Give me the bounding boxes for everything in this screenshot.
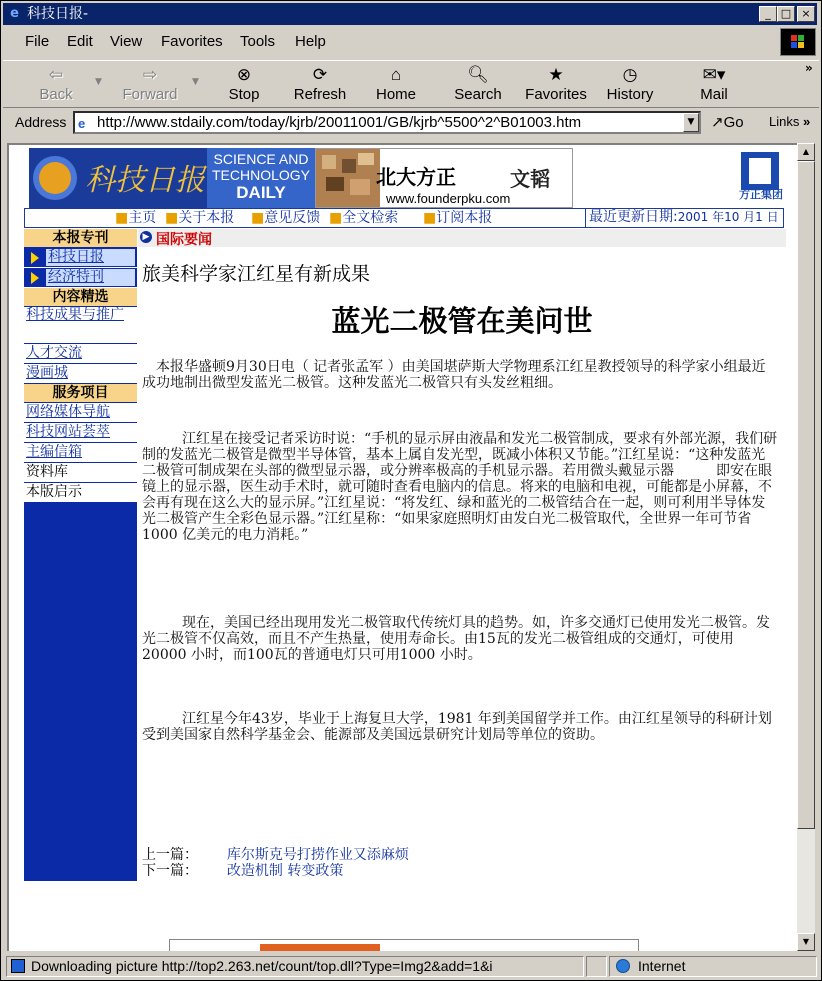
loading-page-icon [11, 959, 25, 973]
prev-article: 上一篇： 库尔斯克号打捞作业又添麻烦 [142, 847, 409, 863]
scroll-thumb[interactable] [797, 161, 815, 829]
menu-favorites[interactable]: Favorites [161, 33, 223, 50]
top-nav [24, 208, 784, 228]
logo-text: 科技日报 [85, 163, 205, 198]
nav-item-feedback[interactable]: ■意见反馈 [251, 210, 321, 226]
window-title: 科技日报- [27, 6, 89, 22]
nav-item-search[interactable]: ■全文检索 [329, 210, 399, 226]
address-dropdown-icon[interactable]: ▼ [683, 113, 699, 132]
globe-icon [616, 959, 630, 973]
ad-url: www.founderpku.com [386, 191, 511, 206]
back-arrow-icon: ⇦ [48, 65, 64, 84]
sidebar-item-mailbox[interactable]: 主编信箱 [24, 443, 137, 463]
founder-ad-banner[interactable] [315, 148, 573, 208]
address-url: http://www.stdaily.com/today/kjrb/20011001/GB/kjrb^5500^2^B01003.htm [97, 114, 582, 131]
security-zone: Internet [609, 956, 817, 977]
address-input[interactable] [73, 111, 701, 134]
refresh-button[interactable]: ⟳ Refresh [285, 61, 355, 107]
menu-view[interactable]: View [110, 33, 143, 50]
menu-edit[interactable]: Edit [67, 33, 93, 50]
sidebar-item-notice[interactable]: 本版启示 [24, 483, 137, 503]
page-icon: e [78, 116, 86, 131]
article-paragraph-2: 江红星在接受记者采访时说：“手机的显示屏由液晶和发光二极管制成，要求有外部光源，我们研制的发蓝光二极管是微型半导体管，基本上属自发光型，既减小体积又节能。”江红星说：“这种发蓝光二极管可制成架在头部的微型显示器，或分辨率极高的手机显示器。若用微头戴显示器 即安在眼镜上的显示器，医生动手术时，就可随时查看电脑内的信息。将来的电脑和电视，可能都是小屏幕，不会再有现在这么大的显示屏。”江红星说：“将发红、绿和蓝光的二极管结合在一起，则可利用半导体发光二极管产生全彩色显示器。”江红星称：“如果家庭照明灯由发白光二极管取代，全世界一年可节省1000 亿美元的电力消耗。” [142, 431, 778, 543]
back-button[interactable]: ⇦ Back [21, 61, 91, 107]
menu-tools[interactable]: Tools [240, 33, 276, 50]
scroll-down-icon[interactable]: ▼ [797, 933, 815, 951]
circuit-image-icon [316, 149, 380, 207]
sidebar-item-economy[interactable]: 经济特刊 [24, 268, 137, 288]
sidebar-head-picks: 内容精选 [24, 288, 137, 307]
article-subtitle: 旅美科学家江红星有新成果 [142, 263, 371, 285]
stop-icon: ⊗ [236, 65, 252, 84]
sidebar-item-kjrb[interactable]: 科技日报 [24, 248, 137, 268]
sidebar-item-media-nav[interactable]: 网络媒体导航 [24, 403, 137, 423]
home-button[interactable]: ⌂ Home [361, 61, 431, 107]
go-button[interactable]: ↗Go [711, 114, 744, 131]
article-paragraph-1: 本报华盛顿9月30日电（ 记者张孟军 ）由美国堪萨斯大学物理系江红星教授领导的科学家小组最近成功地制出微型发蓝光二极管。这种发蓝光二极管只有头发丝粗细。 [142, 359, 766, 391]
search-icon: 🔍︎ [467, 65, 489, 84]
article-title: 蓝光二极管在美问世 [331, 304, 593, 338]
update-date: 最近更新日期:2001 年10 月1 日 [585, 208, 783, 228]
address-label: Address [15, 114, 67, 130]
refresh-icon: ⟳ [312, 65, 328, 84]
favorites-icon: ★ [548, 65, 564, 84]
english-masthead: SCIENCE AND TECHNOLOGY DAILY [207, 148, 315, 208]
history-button[interactable]: ◷ History [595, 61, 665, 107]
search-button[interactable]: 🔍︎ Search [443, 61, 513, 107]
page-content [7, 143, 797, 951]
sidebar-item-comics[interactable]: 漫画城 [24, 364, 137, 384]
section-arrow-icon: ▶ [140, 231, 152, 243]
next-article: 下一篇： 改造机制 转变政策 [142, 863, 344, 879]
status-cell [586, 956, 607, 977]
section-bar [138, 229, 786, 247]
links-button[interactable]: Links » [769, 114, 811, 129]
section-title: 国际要闻 [156, 232, 212, 248]
forward-arrow-icon: ⇨ [142, 65, 158, 84]
favorites-button[interactable]: ★ Favorites [519, 61, 593, 107]
toolbar-overflow-icon[interactable]: » [805, 61, 813, 75]
newspaper-logo[interactable] [29, 148, 207, 208]
vertical-scrollbar[interactable] [797, 143, 815, 951]
arrow-right-icon [31, 272, 39, 284]
article-paragraph-3: 现在，美国已经出现用发光二极管取代传统灯具的趋势。如，许多交通灯已使用发光二极管。发光二极管不仅高效，而且不产生热量，使用寿命长。由15瓦的发光二极管组成的交通灯，可使用20000 小时，而100瓦的普通电灯只可用1000 小时。 [142, 615, 770, 663]
windows-logo-icon [780, 28, 816, 56]
ad-title: 北大方正 [376, 165, 456, 189]
back-dropdown-icon[interactable]: ▼ [95, 77, 102, 87]
sidebar-head-special: 本报专刊 [24, 229, 137, 248]
sidebar-item-achievements[interactable]: 科技成果与推广 [24, 307, 137, 344]
close-button[interactable]: × [797, 6, 815, 22]
forward-dropdown-icon[interactable]: ▼ [192, 77, 199, 87]
bottom-ad-graphic [260, 944, 380, 951]
founder-brand-label: 方正集团 [739, 188, 783, 201]
status-text: Downloading picture http://top2.263.net/count/top.dll?Type=Img2&add=1&i [6, 956, 584, 977]
scroll-up-icon[interactable]: ▲ [797, 143, 815, 161]
mail-button[interactable]: ✉▾ Mail [679, 61, 749, 107]
article-paragraph-4: 江红星今年43岁，毕业于上海复旦大学，1981 年到美国留学并工作。由江红星领导的科研计划受到美国家自然科学基金会、能源部及美国远景研究计划局等单位的资助。 [142, 711, 772, 743]
sidebar-item-sites[interactable]: 科技网站荟萃 [24, 423, 137, 443]
history-icon: ◷ [622, 65, 638, 84]
sidebar-item-talent[interactable]: 人才交流 [24, 344, 137, 364]
sidebar [24, 229, 137, 881]
founder-logo[interactable] [735, 148, 785, 200]
prev-article-link[interactable]: 库尔斯克号打捞作业又添麻烦 [226, 847, 409, 863]
status-bar [3, 954, 819, 979]
ad-product: 文韬 [510, 167, 550, 191]
maximize-button[interactable]: □ [777, 6, 795, 22]
title-bar [3, 3, 817, 25]
mail-icon: ✉▾ [702, 65, 726, 84]
bottom-ad-banner[interactable] [169, 939, 639, 951]
minimize-button[interactable]: _ [759, 6, 777, 22]
menu-bar [3, 27, 819, 57]
address-bar [3, 108, 819, 138]
home-icon: ⌂ [390, 65, 402, 84]
menu-file[interactable]: File [25, 33, 50, 50]
next-article-link[interactable]: 改造机制 转变政策 [226, 863, 344, 879]
sidebar-item-archive[interactable]: 资料库 [24, 463, 137, 483]
ie-icon: e [10, 6, 19, 21]
nav-item-subscribe[interactable]: ■订阅本报 [423, 210, 493, 226]
toolbar [3, 60, 819, 108]
stop-button[interactable]: ⊗ Stop [209, 61, 279, 107]
arrow-right-icon [31, 252, 39, 264]
go-arrow-icon: ↗ [711, 114, 724, 131]
nav-item-about[interactable]: ■关于本报 [165, 210, 235, 226]
forward-button[interactable]: ⇨ Forward [115, 61, 185, 107]
menu-help[interactable]: Help [295, 33, 326, 50]
sidebar-head-services: 服务项目 [24, 384, 137, 403]
nav-item-home[interactable]: ■主页 [115, 210, 157, 226]
